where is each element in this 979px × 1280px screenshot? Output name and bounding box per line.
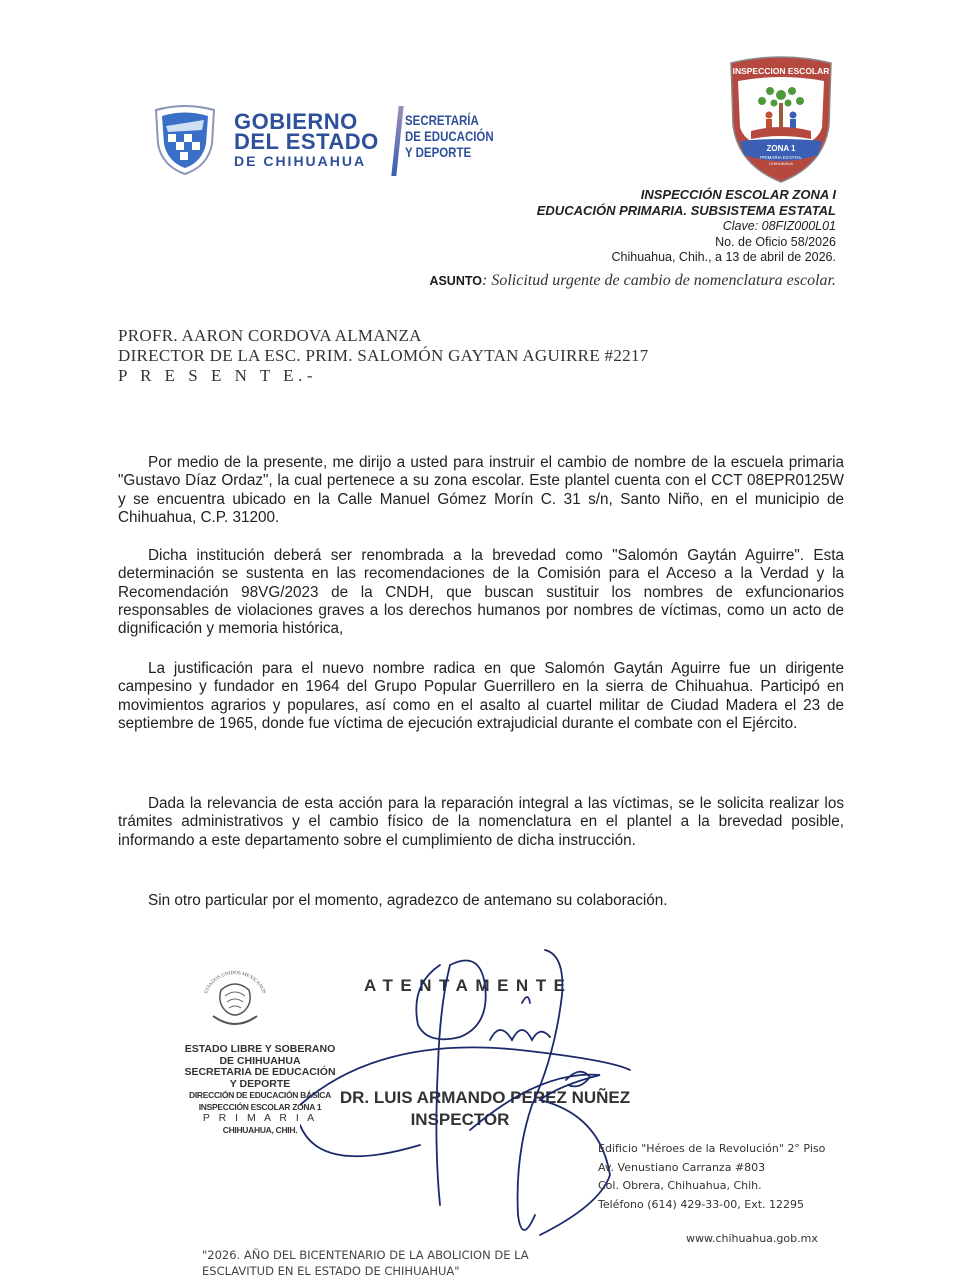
office-line-1: INSPECCIÓN ESCOLAR ZONA I (640, 187, 836, 202)
oficio-number: No. de Oficio 58/2026 (715, 234, 836, 249)
svg-text:ESTADOS UNIDOS MEXICANOS (204, 971, 266, 995)
seal-line-5: DIRECCIÓN DE EDUCACIÓN BÁSICA (189, 1090, 331, 1100)
motto-line-1: "2026. AÑO DEL BICENTENARIO DE LA ABOLICION DE LA (202, 1248, 529, 1262)
signer-title: INSPECTOR (410, 1110, 510, 1129)
seal-line-4: Y DEPORTE (229, 1077, 291, 1090)
sec-line-1: SECRETARÍA (405, 112, 479, 128)
subject-value: : Solicitud urgente de cambio de nomenclatura escolar. (482, 272, 836, 289)
badge-title: INSPECCION ESCOLAR (732, 66, 830, 76)
addressee-name: PROFR. AARON CORDOVA ALMANZA (118, 326, 422, 345)
gov-line-1: GOBIERNO (234, 109, 358, 134)
place-date: Chihuahua, Chih., a 13 de abril de 2026. (611, 250, 836, 264)
website-link[interactable]: www.chihuahua.gob.mx (686, 1232, 818, 1245)
badge-sub-2: CHIHUAHUA (769, 161, 793, 166)
body-paragraph-3: La justificación para el nuevo nombre radica en que Salomón Gaytán Aguirre fue un dirigente campesino y fundador en 1964 del Grupo Popular Guerrillero en la sierra de Chihuahua. Participó en movimientos agrarios y populares, así como en el asalto al cuartel militar de Ciudad Madera el 23 de septiembre de 1965, donde fue víctima de ejecución extrajudicial durante el combate con el Ejército. (118, 660, 844, 732)
address-line-3: Col. Obrera, Chihuahua, Chih. (598, 1179, 762, 1192)
document-reference (612, 219, 836, 266)
seal-line-3: SECRETARIA DE EDUCACIÓN (184, 1066, 336, 1078)
body-paragraph-2: Dicha institución deberá ser renombrada a la brevedad como "Salomón Gaytán Aguirre". Esta determinación se sustenta en las recomendaciones de la Comisión para el Acceso a la Verdad y la Recomendación 98VG/2023 de la CNDH, que buscan sustituir los nombres de exfuncionarios responsables de violaciones graves a los derechos humanos por nombres de víctimas, como un acto de dignificación y memoria histórica, (118, 547, 844, 638)
sec-line-3: Y DEPORTE (405, 144, 472, 160)
badge-sub-1: PRIMARIA ESTATAL (760, 155, 802, 160)
office-line-2: EDUCACIÓN PRIMARIA. SUBSISTEMA ESTATAL (536, 202, 836, 218)
issuing-office (537, 187, 836, 218)
address-line-2: Av. Venustiano Carranza #803 (598, 1160, 766, 1174)
seal-line-6: INSPECCIÓN ESCOLAR ZONA 1 (198, 1101, 322, 1112)
addressee-block (118, 326, 649, 386)
phone: Teléfono (614) 429-33-00, Ext. 12295 (598, 1197, 804, 1211)
address-line-1: Edificio "Héroes de la Revolución" 2° Piso (598, 1142, 826, 1155)
seal-line-1: ESTADO LIBRE Y SOBERANO (184, 1043, 336, 1055)
closing-paragraph: Sin otro particular por el momento, agradezco de antemano su colaboración. (148, 892, 668, 909)
national-emblem-seal-icon (195, 960, 275, 1040)
seal-line-7: P R I M A R I A (202, 1112, 318, 1124)
gov-line-3: DE CHIHUAHUA (234, 153, 367, 169)
seal-ring-text: ESTADOS UNIDOS MEXICANOS (203, 970, 267, 995)
seal-line-8: CHIHUAHUA, CHIH. (222, 1124, 298, 1135)
badge-zone: ZONA 1 (766, 144, 796, 153)
signer-name: DR. LUIS ARMANDO PEREZ NUÑEZ (339, 1088, 631, 1107)
addressee-presente: P R E S E N T E.- (118, 366, 317, 385)
year-motto (202, 1247, 529, 1279)
sec-line-2: DE EDUCACIÓN (405, 128, 494, 144)
government-name (234, 109, 379, 170)
addressee-position: DIRECTOR DE LA ESC. PRIM. SALOMÓN GAYTAN AGUIRRE #2217 (118, 346, 649, 365)
government-logo (152, 104, 522, 180)
body-paragraph-1: Por medio de la presente, me dirijo a usted para instruir el cambio de nombre de la escuela primaria "Gustavo Díaz Ordaz", la cual pertenece a su zona escolar. Este plantel cuenta con el CCT 08EPR0125W y se encuentra ubicado en la Calle Manuel Gómez Morín C. 31 s/n, Santo Niño, en el municipio de Chihuahua, C.P. 31200. (118, 454, 844, 526)
body-paragraph-4: Dada la relevancia de esta acción para la reparación integral a las víctimas, se le solicita realizar los trámites administrativos y el cambio físico de la nomenclatura en el plantel a la brevedad posible, informando a este departamento sobre el cumplimiento de dicha instrucción. (118, 795, 844, 849)
gov-line-2: DEL ESTADO (234, 129, 379, 154)
secretariat-name (405, 112, 494, 160)
closing-salutation: ATENTAMENTE (364, 976, 573, 995)
clave: Clave: 08FIZ000L01 (722, 219, 836, 233)
school-inspection-badge-icon (726, 55, 836, 185)
subject-label: ASUNTO (429, 274, 482, 288)
motto-line-2: ESCLAVITUD EN EL ESTADO DE CHIHUAHUA" (202, 1264, 460, 1278)
subject-line (429, 272, 836, 290)
state-shield-icon (152, 104, 218, 176)
footer-address (598, 1140, 825, 1214)
logo-divider (391, 106, 403, 176)
seal-line-2: DE CHIHUAHUA (219, 1054, 301, 1067)
